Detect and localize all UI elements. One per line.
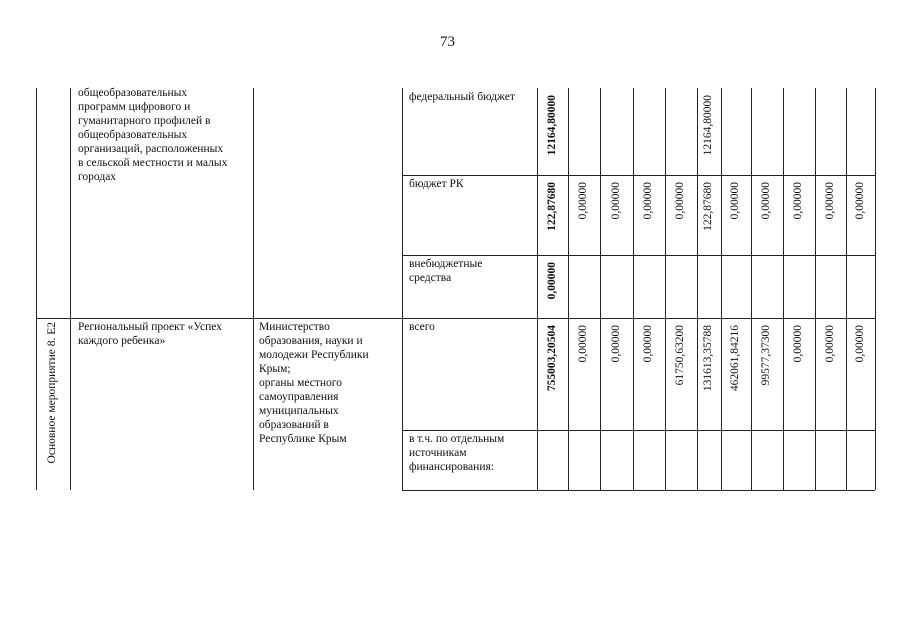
table-value: 0,00000 [792, 182, 804, 220]
table-value: 755003,20504 [545, 325, 558, 392]
table-hline [402, 175, 875, 176]
table-hline [36, 318, 875, 319]
table-value: 0,00000 [853, 182, 866, 220]
table-value: 0,00000 [609, 182, 622, 220]
table-cell-text: общеобразовательных программ цифрового и гуманитарного профилей в общеобразовательных организаций, расположенных в сельской местности и малых городах [78, 87, 228, 183]
table-vline [846, 88, 847, 490]
table-value: 61750,63200 [674, 325, 686, 386]
table-vline [600, 88, 601, 490]
table-value: 0,00000 [642, 325, 654, 363]
table-hline [402, 430, 875, 431]
table-value: 0,00000 [577, 325, 589, 363]
table-cell-text: Министерство образования, науки и молодежи Республики Крым; органы местного самоуправления муниципальных образований в Республике Крым [259, 321, 369, 445]
table-value: 122,87680 [545, 182, 558, 231]
table-value: 0,00000 [577, 182, 589, 220]
table-value: 462061,84216 [729, 325, 741, 392]
table-value: 122,87680 [702, 182, 714, 231]
table-cell-text: в т.ч. по отдельным источникам финансирования: [409, 433, 505, 473]
table-hline [402, 255, 875, 256]
table-value: 12164,80000 [702, 95, 714, 156]
table-vline [568, 88, 569, 490]
table-vline [875, 88, 876, 490]
table-value: 0,00000 [853, 325, 866, 363]
table-value: 0,00000 [823, 182, 836, 220]
table-cell-text: федеральный бюджет [409, 91, 515, 103]
table-value: 131613,35788 [702, 325, 714, 392]
table-hline [402, 490, 875, 491]
table-cell-text: бюджет РК [409, 178, 464, 190]
table-value: 0,00000 [792, 325, 804, 363]
table-vline [751, 88, 752, 490]
table-vline [36, 88, 37, 490]
table-value: 12164,80000 [545, 95, 558, 156]
table-vline [402, 88, 403, 490]
table-vline [815, 88, 816, 490]
table-value: 0,00000 [760, 182, 772, 220]
table-value: 0,00000 [823, 325, 836, 363]
table-vline [783, 88, 784, 490]
table-vline [537, 88, 538, 490]
page-number: 73 [440, 34, 455, 50]
table-value: 99577,37300 [760, 325, 772, 386]
table-value: 0,00000 [545, 262, 558, 300]
table-value: 0,00000 [674, 182, 686, 220]
table-vline [253, 88, 254, 490]
table-value: 0,00000 [729, 182, 741, 220]
table-vline [633, 88, 634, 490]
table-vline [697, 88, 698, 490]
table-cell-text: всего [409, 321, 435, 333]
table-vline [665, 88, 666, 490]
table-cell-text: Региональный проект «Успех каждого ребенка» [78, 321, 222, 347]
table-vline [721, 88, 722, 490]
table-cell-text: внебюджетные средства [409, 258, 483, 284]
table-vline [70, 88, 71, 490]
section-label: Основное мероприятие 8. Е2 [46, 322, 58, 464]
table-value: 0,00000 [642, 182, 654, 220]
table-value: 0,00000 [609, 325, 622, 363]
